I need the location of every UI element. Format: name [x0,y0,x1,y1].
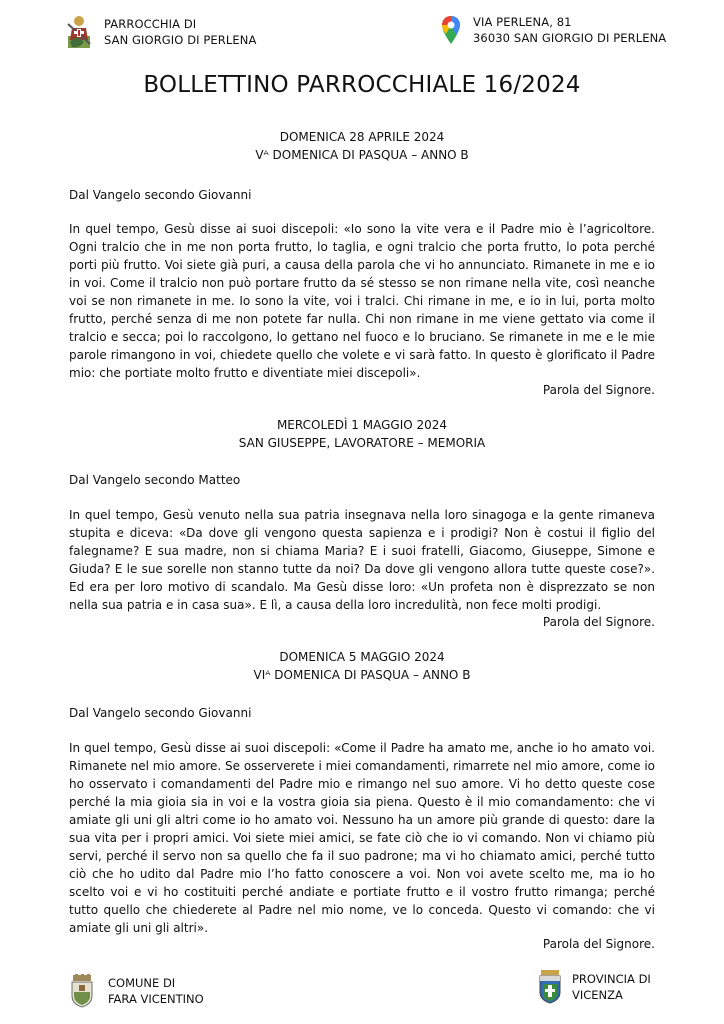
parish-line-2: SAN GIORGIO DI PERLENA [104,33,257,47]
parish-address [473,14,666,46]
section-1-closing: Parola del Signore. [542,383,655,397]
provincia-line-2: VICENZA [572,988,623,1002]
comune-crest-icon [70,974,94,1008]
section-1-heading [69,128,655,164]
parish-line-1: PARROCCHIA DI [104,17,197,31]
section-2-gospel: Dal Vangelo secondo Matteo [69,473,241,487]
page-title: BOLLETTINO PARROCCHIALE 16/2024 [143,72,581,98]
address-header [441,14,666,46]
saint-george-icon [66,14,92,50]
parish-header [66,14,256,50]
parish-name [104,16,256,48]
section-1-reading: In quel tempo, Gesù disse ai suoi discepoli: «Io sono la vite vera e il Padre mio è l’agricoltore. Ogni tralcio che in me non porta frutto, lo taglia, e ogni tralcio che porta frutto, lo pota perché porti più frutto. Voi siete già puri, a causa della parola che vi ho annunciato. Rimanete in me e io in voi. Come il tralcio non può portare frutto da sé stesso se non rimane nella vite, così neanche voi se non rimanete in me. Io sono la vite, voi i tralci. Chi rimane in me, e io in lui, porta molto frutto, perché senza di me non potete far nulla. Chi non rimane in me viene gettato via come il tralcio e secca; poi lo raccolgono, lo gettano nel fuoco e lo bruciano. Se rimanete in me e le mie parole rimangono in voi, chiedete quello che volete e vi sarà fatto. In questo è glorificato il Padre mio: che portiate molto frutto e diventiate miei discepoli». [69,222,655,380]
provincia-footer [538,970,651,1004]
section-1-feast: Vᴬ DOMENICA DI PASQUA – ANNO B [255,148,469,162]
section-2-heading [69,416,655,452]
section-1-date: DOMENICA 28 APRILE 2024 [279,130,445,144]
map-pin-icon [441,15,461,45]
section-2-date: MERCOLEDÌ 1 MAGGIO 2024 [276,418,448,432]
section-3-reading: In quel tempo, Gesù disse ai suoi discepoli: «Come il Padre ha amato me, anche io ho amato voi. Rimanete nel mio amore. Se osserverete i miei comandamenti, rimarrete nel mio amore, come io ho osservato i comandamenti del Padre mio e rimango nel suo amore. Vi ho detto queste cose perché la mia gioia sia in voi e la vostra gioia sia piena. Questo è il mio comandamento: che vi amiate gli uni gli altri come io ho amato voi. Nessuno ha un amore più grande di questo: dare la sua vita per i propri amici. Voi siete miei amici, se fate ciò che io vi comando. Non vi chiamo più servi, perché il servo non sa quello che fa il suo padrone; ma vi ho chiamato amici, perché tutto ciò che ho udito dal Padre mio l’ho fatto conoscere a voi. Non voi avete scelto me, ma io ho scelto voi e vi ho costituiti perché andiate e portiate frutto e il vostro frutto rimanga; perché tutto quello che chiederete al Padre nel mio nome, ve lo conceda. Questo vi comando: che vi amiate gli uni gli altri». [69,741,655,935]
provincia-crest-icon [538,970,562,1004]
section-3-date: DOMENICA 5 MAGGIO 2024 [279,650,445,664]
address-line-2: 36030 SAN GIORGIO DI PERLENA [473,31,667,45]
comune-line-1: COMUNE DI [108,976,176,990]
comune-name [108,975,204,1007]
section-2-feast: SAN GIUSEPPE, LAVORATORE – MEMORIA [238,436,486,450]
section-3-heading [69,648,655,684]
section-2-closing: Parola del Signore. [542,615,655,629]
provincia-line-1: PROVINCIA DI [572,972,651,986]
comune-line-2: FARA VICENTINO [108,992,204,1006]
section-2-reading: In quel tempo, Gesù venuto nella sua patria insegnava nella loro sinagoga e la gente rimaneva stupita e diceva: «Da dove gli vengono questa sapienza e i prodigi? Non è costui il figlio del falegname? E sua madre, non si chiama Maria? E i suoi fratelli, Giacomo, Giuseppe, Simone e Giuda? E le sue sorelle non stanno tutte da noi? Da dove gli vengono allora tutte queste cose?». Ed era per loro motivo di scandalo. Ma Gesù disse loro: «Un profeta non è disprezzato se non nella sua patria e in casa sua». E lì, a causa della loro incredulità, non fece molti prodigi. [69,508,655,612]
section-1-gospel: Dal Vangelo secondo Giovanni [69,188,252,202]
provincia-name [572,971,651,1003]
section-3-feast: VIᴬ DOMENICA DI PASQUA – ANNO B [253,668,471,682]
address-line-1: VIA PERLENA, 81 [473,15,572,29]
section-3-closing: Parola del Signore. [542,937,655,951]
section-3-gospel: Dal Vangelo secondo Giovanni [69,706,252,720]
comune-footer [70,974,204,1008]
